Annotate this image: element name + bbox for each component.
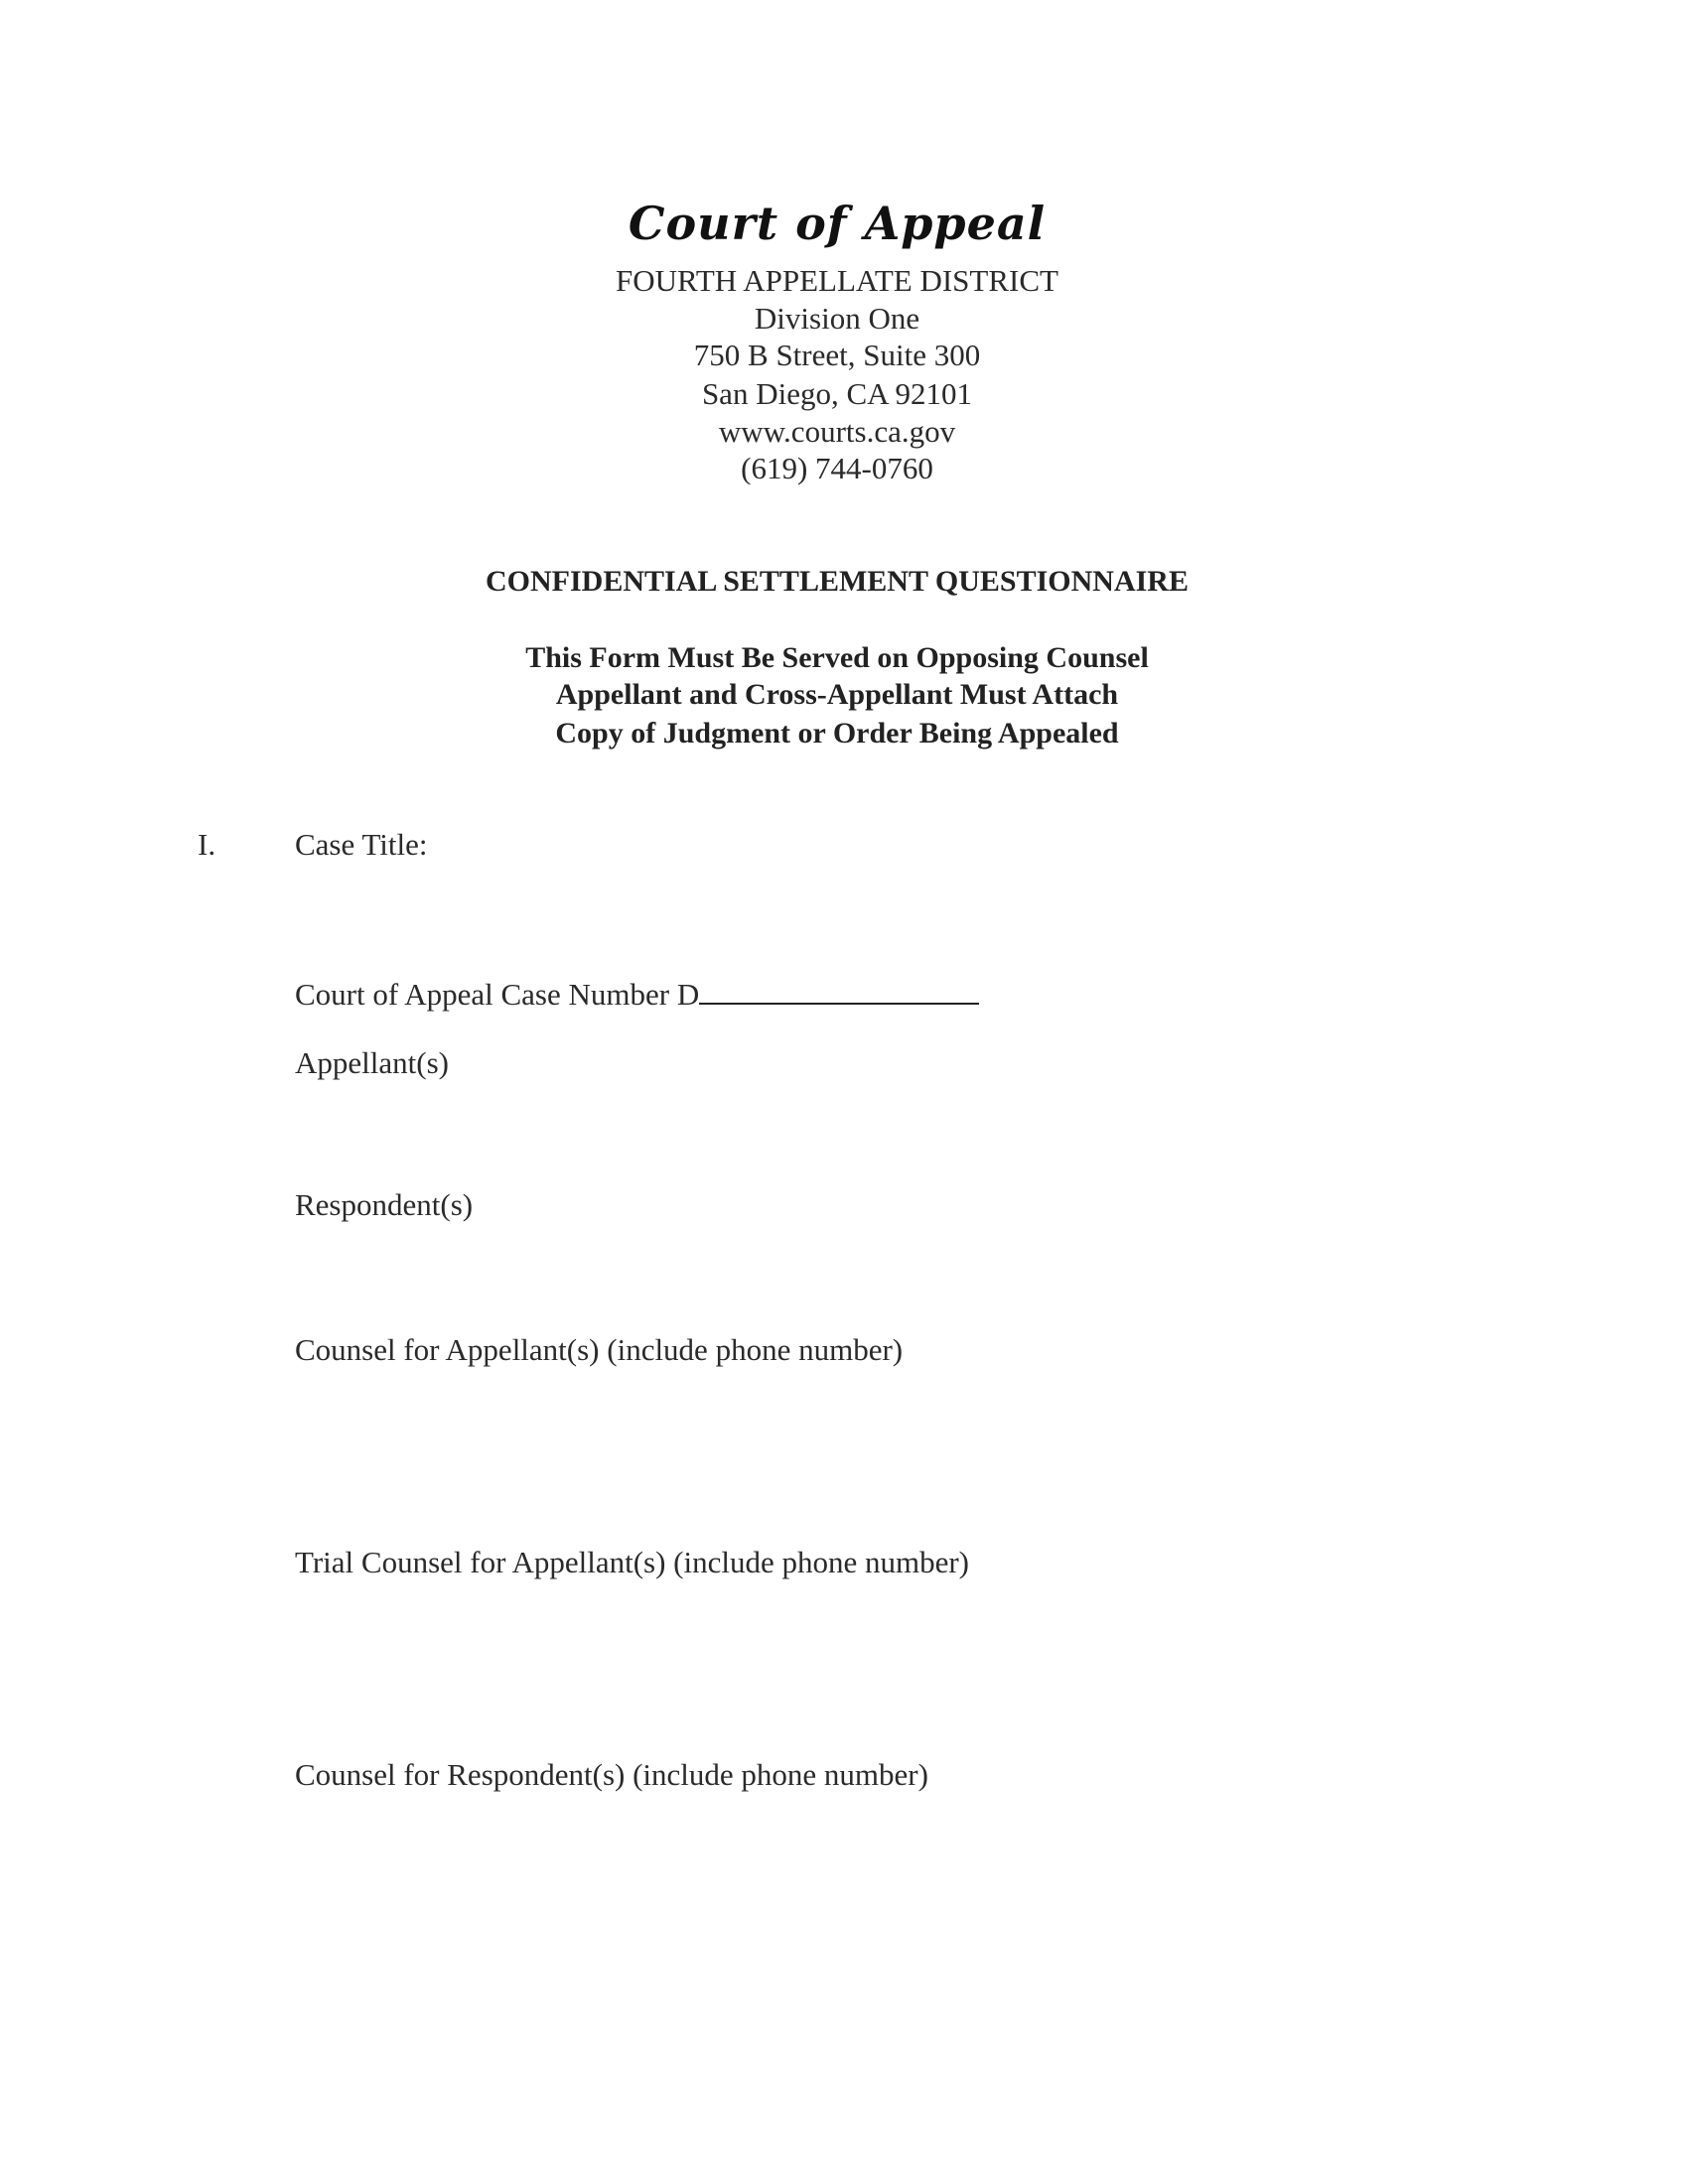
form-title: CONFIDENTIAL SETTLEMENT QUESTIONNAIRE [486, 565, 1189, 598]
phone-number: (619) 744-0760 [741, 451, 933, 485]
case-number-field[interactable] [699, 975, 979, 1005]
case-title-label: Case Title: [295, 827, 428, 862]
court-of-appeal-logo: Court of Appeal [628, 197, 1047, 250]
counsel-respondent-label: Counsel for Respondent(s) (include phone number) [295, 1757, 928, 1792]
division-name: Division One [754, 301, 920, 336]
notice-line-1: This Form Must Be Served on Opposing Counsel [525, 641, 1149, 674]
notice-line-2: Appellant and Cross-Appellant Must Attach [555, 678, 1119, 711]
website: www.courts.ca.gov [718, 414, 956, 449]
notice-line-3: Copy of Judgment or Order Being Appealed [555, 717, 1119, 750]
case-number-row [295, 975, 979, 1014]
section-number: I. [198, 827, 216, 862]
appellants-label: Appellant(s) [295, 1045, 449, 1080]
city-address: San Diego, CA 92101 [701, 376, 973, 411]
trial-counsel-appellant-label: Trial Counsel for Appellant(s) (include phone number) [295, 1545, 970, 1579]
street-address: 750 B Street, Suite 300 [693, 338, 981, 372]
district-name: FOURTH APPELLATE DISTRICT [616, 263, 1058, 298]
case-number-label: Court of Appeal Case Number D [295, 977, 700, 1012]
respondents-label: Respondent(s) [295, 1187, 474, 1222]
counsel-appellant-label: Counsel for Appellant(s) (include phone number) [295, 1332, 904, 1367]
